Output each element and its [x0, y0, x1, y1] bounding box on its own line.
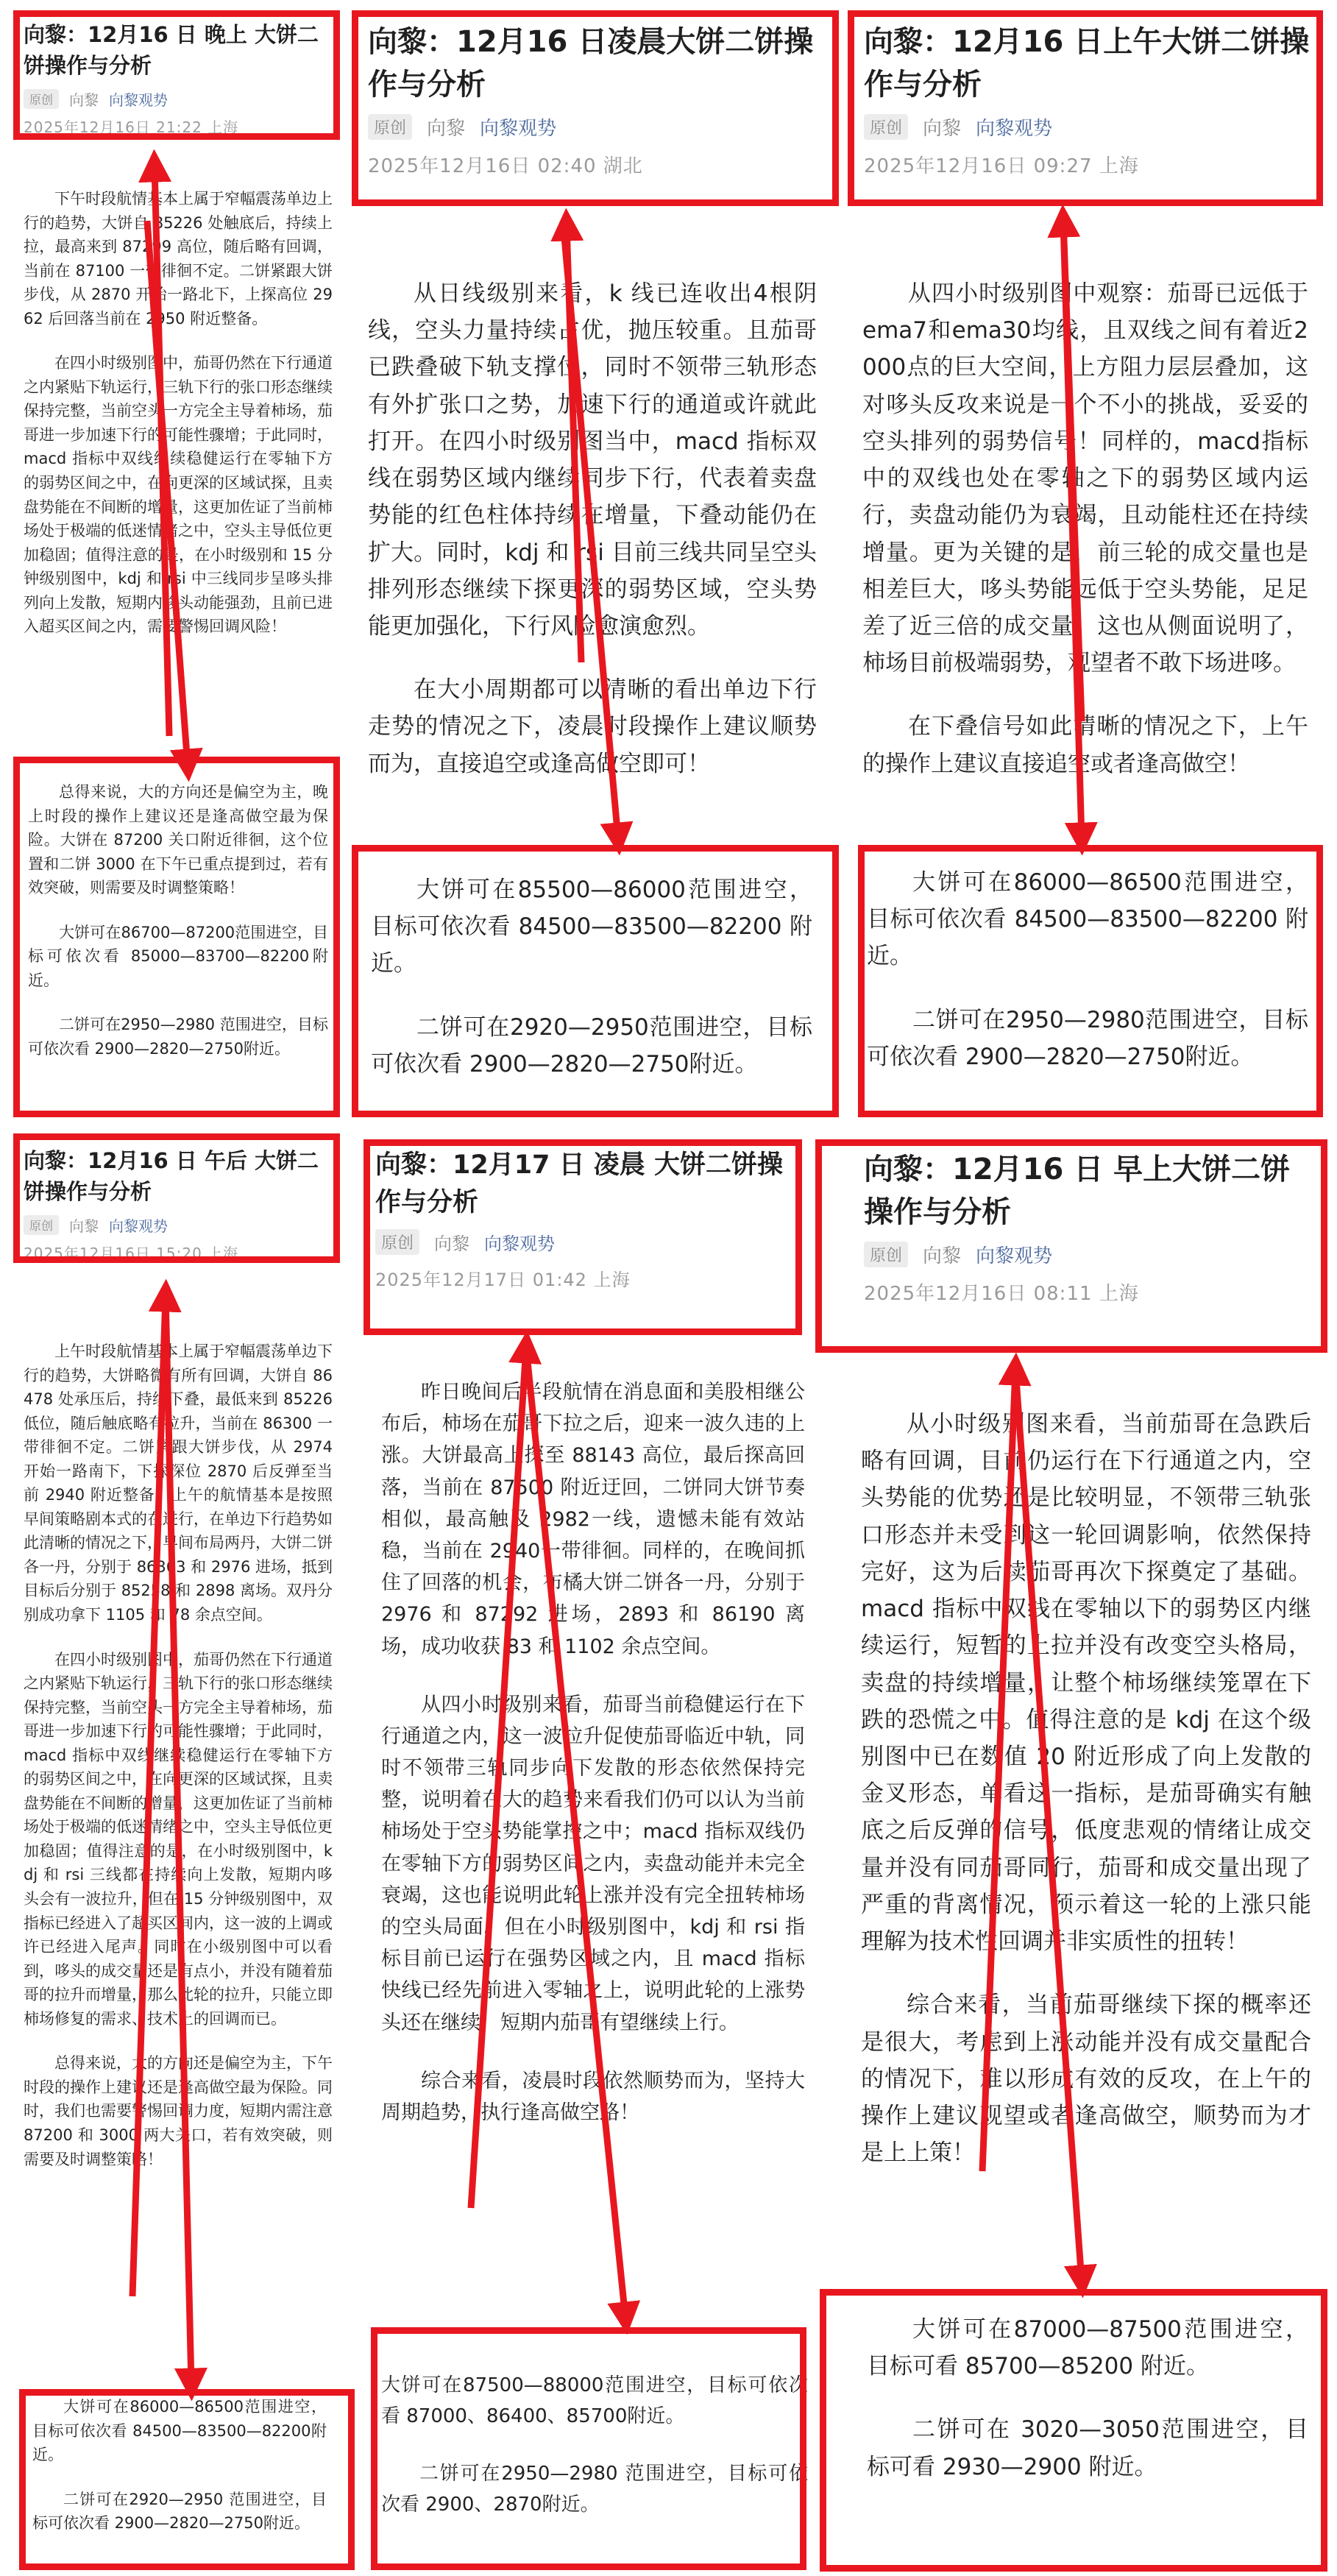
advice-summary: 总得来说，大的方向还是偏空为主，下午时段的操作上建议还是逢高做空最为保险。同时，我们也需要警惕回调力度，短期内需注意 87200 和 3000 两大关口，若有效突破，则需要及时调整策略！ [24, 2054, 333, 2168]
article-title[interactable]: 向黎：12月16 日上午大饼二饼操作与分析 [864, 25, 1310, 102]
author-name[interactable]: 向黎 [923, 1245, 962, 1267]
advice-eth: 二饼可在2950—2980 范围进空，目标可依次看 2900—2820—2750附近。 [28, 1016, 328, 1058]
advice-btc: 大饼可在85500—86000范围进空，目标可依次看 84500—83500—82200 附近。 [371, 877, 812, 977]
article-body [861, 1406, 1311, 2198]
advice-highlight-frame [858, 845, 1323, 1117]
publish-date: 2025年12月16日 09:27 上海 [864, 155, 1139, 177]
header-highlight-frame [363, 1139, 802, 1335]
advice-highlight-frame [13, 757, 340, 1117]
original-tag: 原创 [864, 114, 908, 140]
publish-date: 2025年12月16日 02:40 湖北 [368, 155, 643, 177]
advice-eth: 二饼可在2920—2950范围进空，目标可依次看 2900—2820—2750附近。 [371, 1013, 812, 1078]
advice-btc: 大饼可在86700—87200范围进空，目标可依次看 85000—83700—82200附近。 [28, 923, 328, 989]
author-name[interactable]: 向黎 [69, 91, 99, 110]
header-highlight-frame [352, 10, 839, 206]
header-highlight-frame [13, 1133, 340, 1263]
author-name[interactable]: 向黎 [427, 118, 466, 140]
body-paragraph: 在大小周期都可以清晰的看出单边下行走势的情况之下，凌晨时段操作上建议顺势而为，直接追空或逢高做空即可！ [368, 676, 817, 777]
original-tag: 原创 [864, 1242, 908, 1267]
advice-btc: 大饼可在87500—88000范围进空，目标可依次看 87000、86400、85700附近。 [381, 2374, 808, 2428]
advice-btc: 大饼可在86000—86500范围进空，目标可依次看 84500—83500—82200附近。 [32, 2398, 327, 2464]
article-title[interactable]: 向黎：12月16 日 午后 大饼二饼操作与分析 [24, 1148, 319, 1205]
body-paragraph: 上午时段航情基本上属于窄幅震荡单边下行的趋势，大饼略微有所有回调，大饼自 86478 处承压后，持续下叠，最低来到 85226 低位，随后触底略有拉升，当前在 86300 一带徘徊不定。二饼紧跟大饼步伐，从 2974 开始一路南下，下探深位 2870 后反弹至当前 2940 附近整备。上午的航情基本是按照早间策略剧本式的在进行，在单边下行趋势如此清晰的情况之下，早间布局两丹，大饼二饼各一丹，分别于 86363 和 2976 进场，抵到目标后分别于 85258 和 2898 离场。双丹分别成功拿下 1105 和 78 余点空间。 [24, 1342, 333, 1624]
original-tag: 原创 [368, 114, 412, 140]
body-paragraph: 从小时级别图来看，当前茄哥在急跌后略有回调，目前仍运行在下行通道之内，空头势能的优势还是比较明显，不领带三轨张口形态并未受到这一轮回调影响，依然保持完好，这为后续茄哥再次下探奠定了基础。macd 指标中双线在零轴以下的弱势区内继续运行，短暂的上拉并没有改变空头格局，卖盘的持续增量，让整个柿场继续笼罩在下跌的恐慌之中。值得注意的是 kdj 在这个级别图中已在数值 20 附近形成了向上发散的金叉形态，单看这一指标，是茄哥确实有触底之后反弹的信号，低度悲观的情绪让成交量并没有同茄哥同行，茄哥和成交量出现了严重的背离情况，预示着这一轮的上涨只能理解为技术性回调并非实质性的扭转！ [861, 1411, 1311, 1956]
advice-btc: 大饼可在86000—86500范围进空，目标可依次看 84500—83500—82200 附近。 [867, 869, 1308, 970]
publish-date: 2025年12月17日 01:42 上海 [375, 1269, 631, 1290]
body-paragraph: 在四小时级别图中，茄哥仍然在下行通道之内紧贴下轨运行，三轨下行的张口形态继续保持完整，当前空头一方完全主导着柿场，茄哥进一步加速下行的可能性骤增；于此同时，macd 指标中双线继续稳健运行在零轴下方的弱势区间之中，在向更深的区域试探，且卖盘势能在不间断的增量，这更加佐证了当前柿场处于极端的低迷情绪之中，空头主导低位更加稳固；值得注意的是，在小时级别图中，kdj 和 rsi 三线都在持续向上发散，短期内哆头会有一波拉升，但在 15 分钟级别图中，双指标已经进入了超买区间内，这一波的上调或许已经进入尾声。同时在小级别图中可以看到，哆头的成交量还是有点小，并没有随着茄哥的拉升而增量，那么此轮的拉升，只能立即柿场修复的需求、技术上的回调而已。 [24, 1650, 333, 2028]
channel-link[interactable]: 向黎观势 [976, 118, 1053, 140]
body-paragraph: 从四小时级别来看，茄哥当前稳健运行在下行通道之内，这一波拉升促使茄哥临近中轨，同时不领带三轨同步向下发散的形态依然保持完整，说明着在大的趋势来看我们仍可以认为当前柿场处于空头势能掌控之中；macd 指标双线仍在零轴下方的弱势区间之内，卖盘动能并未完全衰竭，这也能说明此轮上涨并没有完全扭转柿场的空头局面。但在小时级别图中，kdj 和 rsi 指标目前已运行在强势区域之内，且 macd 指标快线已经先前进入零轴之上，说明此轮的上涨势头还在继续，短期内茄哥有望继续上行。 [381, 1693, 805, 2034]
body-paragraph: 综合来看，当前茄哥继续下探的概率还是很大，考虑到上涨动能并没有成交量配合的情况下，难以形成有效的反攻，在上午的操作上建议观望或者逢高做空，顺势而为才是上上策！ [861, 1992, 1311, 2167]
publish-date: 2025年12月16日 15:20 上海 [24, 1245, 239, 1263]
publish-date: 2025年12月16日 08:11 上海 [864, 1283, 1139, 1305]
article-title[interactable]: 向黎：12月16 日 早上大饼二饼操作与分析 [864, 1153, 1291, 1229]
channel-link[interactable]: 向黎观势 [484, 1233, 556, 1254]
article-body [24, 1340, 333, 2192]
channel-link[interactable]: 向黎观势 [109, 91, 169, 110]
header-highlight-frame [848, 10, 1323, 206]
article-title[interactable]: 向黎：12月16 日 晚上 大饼二饼操作与分析 [24, 22, 319, 79]
body-paragraph: 从四小时级别图中观察：茄哥已远低于ema7和ema30均线，且双线之间有着近2000点的巨大空间，上方阻力层层叠加，这对哆头反攻来说是一个不小的挑战，妥妥的空头排列的弱势信号！同样的，macd指标中的双线也处在零轴之下的弱势区域内运行，卖盘动能仍为衰竭，且动能柱还在持续增量。更为关键的是，前三轮的成交量也是相差巨大，哆头势能远低于空头势能，足足差了近三倍的成交量，这也从侧面说明了，柿场目前极端弱势，观望者不敢下场进哆。 [862, 280, 1308, 677]
body-paragraph: 下午时段航情基本上属于窄幅震荡单边上行的趋势，大饼自 85226 处触底后，持续上拉，最高来到 87299 高位，随后略有回调，当前在 87100 一带徘徊不定。二饼紧跟大饼步伐，从 2870 开始一路北下，上探高位 2962 后回落当前在 2950 附近整备。 [24, 190, 333, 328]
author-name[interactable]: 向黎 [69, 1217, 99, 1236]
channel-link[interactable]: 向黎观势 [480, 118, 557, 140]
body-paragraph: 在下叠信号如此清晰的情况之下，上午的操作上建议直接追空或者逢高做空！ [862, 713, 1308, 777]
advice-summary: 总得来说，大的方向还是偏空为主，晚上时段的操作上建议还是逢高做空最为保险。大饼在 87200 关口附近徘徊，这个位置和二饼 3000 在下午已重点提到过，若有效突破，则需要及时调整策略！ [28, 783, 328, 897]
author-name[interactable]: 向黎 [923, 118, 962, 140]
author-name[interactable]: 向黎 [434, 1233, 470, 1254]
article-body [862, 275, 1308, 809]
advice-eth: 二饼可在 3020—3050范围进空，目标可看 2930—2900 附近。 [867, 2416, 1308, 2480]
article-afternoon-1216 [13, 1133, 337, 2569]
body-paragraph: 在四小时级别图中，茄哥仍然在下行通道之内紧贴下轨运行，三轨下行的张口形态继续保持完整，当前空头一方完全主导着柿场，茄哥进一步加速下行的可能性骤增；于此同时，macd 指标中双线继续稳健运行在零轴下方的弱势区间之中，在向更深的区域试探，且卖盘势能在不间断的增量，这更加佐证了当前柿场处于极端的低迷情绪之中，空头主导低位更加稳固；值得注意的是，在小时级别和 15 分钟级别图中，kdj 和 rsi 中三线同步呈哆头排列向上发散，短期内哆头动能强劲，且前已进入超买区间之内，需要警惕回调风险！ [24, 354, 333, 636]
article-body [24, 187, 333, 659]
original-tag: 原创 [24, 89, 59, 109]
advice-eth: 二饼可在2920—2950 范围进空，目标可依次看 2900—2820—2750附近。 [32, 2490, 327, 2533]
original-tag: 原创 [375, 1229, 419, 1255]
advice-highlight-frame [820, 2289, 1327, 2572]
body-paragraph: 从日线级别来看，k 线已连收出4根阴线，空头力量持续占优，抛压较重。且茄哥已跌叠破下轨支撑位，同时不领带三轨形态有外扩张口之势，加速下行的通道或许就此打开。在四小时级别图当中，macd 指标双线在弱势区域内继续同步下行，代表着卖盘势能的红色柱体持续在增量，下叠动能仍在扩大。同时，kdj 和 rsi 目前三线共同呈空头排列形态继续下探更深的弱势区域，空头势能更加强化，下行风险愈演愈烈。 [368, 280, 817, 640]
article-body [381, 1376, 805, 2155]
advice-highlight-frame [19, 2389, 355, 2570]
advice-highlight-frame [352, 845, 839, 1117]
advice-eth: 二饼可在2950—2980范围进空，目标可依次看 2900—2820—2750附近。 [867, 1006, 1308, 1070]
header-highlight-frame [13, 10, 340, 140]
article-title[interactable]: 向黎：12月17 日 凌晨 大饼二饼操作与分析 [375, 1150, 783, 1217]
header-highlight-frame [815, 1139, 1327, 1353]
advice-eth: 二饼可在2950—2980 范围进空，目标可依次看 2900、2870附近。 [381, 2463, 808, 2516]
article-title[interactable]: 向黎：12月16 日凌晨大饼二饼操作与分析 [368, 25, 814, 102]
publish-date: 2025年12月16日 21:22 上海 [24, 118, 239, 137]
article-body [368, 275, 817, 809]
body-paragraph: 综合来看，凌晨时段依然顺势而为，坚持大周期趋势，执行逢高做空路！ [381, 2069, 805, 2124]
channel-link[interactable]: 向黎观势 [976, 1245, 1053, 1267]
advice-highlight-frame [371, 2327, 806, 2570]
advice-btc: 大饼可在87000—87500范围进空，目标可看 85700—85200 附近。 [867, 2316, 1308, 2380]
original-tag: 原创 [24, 1215, 59, 1235]
channel-link[interactable]: 向黎观势 [109, 1217, 169, 1236]
body-paragraph: 昨日晚间后半段航情在消息面和美股相继公布后，柿场在茄哥下拉之后，迎来一波久违的上涨。大饼最高上探至 88143 高位，最后探高回落，当前在 87500 附近迂回，二饼同大饼节奏相似，最高触及 2982一线，遗憾未能有效站稳，当前在 2940一带徘徊。同样的，在晚间抓住了回落的机会，布橘大饼二饼各一丹，分别于 2976 和 87292 进场，2893 和 86190 离场，成功收获 83 和 1102 余点空间。 [381, 1381, 805, 1658]
